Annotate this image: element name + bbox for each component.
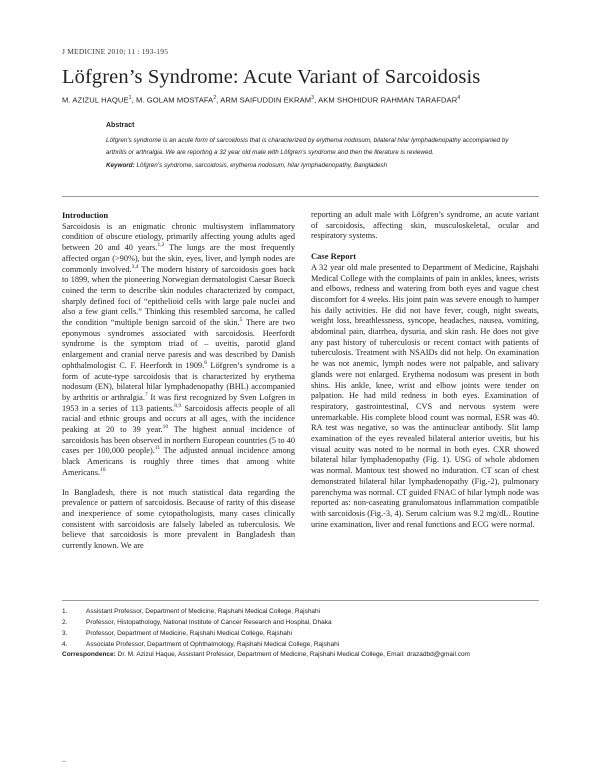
correspondence bbox=[62, 650, 539, 660]
abstract-heading: Abstract bbox=[106, 122, 135, 129]
author-name: AKM SHOHIDUR RAHMAN TARAFDAR bbox=[318, 95, 458, 105]
article-title: Löfgren’s Syndrome: Acute Variant of Sarcoidosis bbox=[62, 66, 481, 88]
page-mark: – bbox=[62, 756, 66, 765]
introduction-paragraph-1: Sarcoidosis is an enigmatic chronic multisystem inflammatory condition of obscure etiology, primarily affecting young adults aged between 20 and 40 years.$^{1,2}$ The lungs are the most frequently affected organ (>90%), but the skin, eyes, liver, and lymph nodes are commonly involved.$^{3,4}$ The modern history of sarcoidosis goes back to 1899, when the pioneering Norwegian dermatologist Caesar Boeck coined the term to describe skin nodules characterized by compact, sharply defined foci of “epithelioid cells with large pale nuclei and also a few giant cells.” Thinking this resembled sarcoma, he called the condition “multiple benign sarcoid of the skin.$^5$ There are two eponymous syndromes associated with sarcoidosis. Heerfordt syndrome is the symptom triad of – uveitis, parotid gland enlargement and cranial nerve paresis and was described by Danish ophthalmologist C. F. Heerfordt in 1909.$^6$ Löfgren’s syndrome is a form of acute-type sarcoidosis that is characterized by erythema nodosum (EN), bilateral hilar lymphadenopathy (BHL) accompanied by arthritis or arthralgia.$^7$ It was first recognized by Sven Lofgren in 1953 in a series of 113 patients.$^{8,9}$ Sarcoidosis affects people of all racial and ethnic groups and occurs at all ages, with the incidence peaking at 20 to 39 year.$^{10}$ The highest annual incidence of sarcoidosis has been observed in northern European countries (5 to 40 cases per 100,000 people).$^{11}$ The adjusted annual incidence among black Americans is roughly three times that among white Americans.$^{10}$ bbox=[62, 221, 296, 477]
keywords-text: Löfgren’s syndrome, sarcoidosis, erythema nodosum, hilar lymphadenopathy, Bangladesh bbox=[136, 161, 388, 169]
case-report-paragraph: A 32 year old male presented to Department of Medicine, Rajshahi Medical College with the complaints of pain in ankles, knees, wrists and elbows, redness and watering from both eyes and vague chest discomfort for 4 weeks. His joint pain was severe enough to hamper his daily activities. He did not have fever, cough, night sweats, weight loss, breathlessness, syncope, headaches, nausea, vomiting, abdominal pain, diarrhea, dysuria, and skin rash. He does not give any past history of tuberculosis or recent contact with patients of tuberculosis. Treatment with NSAIDs did not help. On examination he was not anemic, lymph nodes were not palpable, and salivary glands were not enlarged. Erythema nodosum was present in both shins. His ankle, knee, wrist and elbow joints were tender on palpation. He had mild redness in both eyes. Examination of respiratory, gastrointestinal, CVS and nervous system were unremarkable. His complete blood count was normal, ESR was 40. RA test was negative, so was the antinuclear antibody. Slit lamp examination of the eyes revealed bilateral anterior uveitis, but his visual acuity was noted to be normal in both eyes. CXR showed bilateral hilar lymphadenopathy (Fig. 1). USG of whole abdomen was normal. Mantoux test showed no induration. CT scan of chest demonstrated bilateral hilar lymphadenopathy (Fig.-2), pulmonary parenchyma was normal. CT guided FNAC of hilar lymph node was reported as: non-caseating granulomatous inflammation compatible with sarcoidosis (Fig.-3, 4). Serum calcium was 9.2 mg/dL. Routine urine examination, liver and renal functions and ECG were normal. bbox=[311, 262, 539, 529]
right-column bbox=[311, 210, 539, 530]
keywords bbox=[106, 160, 513, 171]
author-list: M. AZIZUL HAQUE$^1$, M. GOLAM MOSTAFA$^2$, ARM SAIFUDDIN EKRAM$^3$, AKM SHOHIDUR RAHMAN TARAFDAR$^4$ bbox=[62, 95, 461, 105]
running-head: J MEDICINE 2010; 11 : 193-195 bbox=[62, 47, 169, 56]
author-name: M. AZIZUL HAQUE bbox=[62, 95, 129, 105]
correspondence-label: Correspondence: bbox=[62, 651, 116, 658]
correspondence-text: Dr. M. Azizul Haque, Assistant Professor, Department of Medicine, Rajshahi Medical College, Email: drazadbd@gmail.com bbox=[115, 651, 470, 658]
case-report-heading: Case Report bbox=[311, 251, 357, 262]
footnote-item: 3. Professor, Department of Medicine, Rajshahi Medical College, Rajshahi bbox=[62, 630, 292, 637]
author-name: ARM SAIFUDDIN EKRAM bbox=[220, 95, 312, 105]
introduction-paragraph-2: In Bangladesh, there is not much statistical data regarding the prevalence or pattern of sarcoidosis. Because of rarity of this disease and inexperience of some cytopathologists, many cases clinically consistent with sarcoidosis are falsely labeled as tuberculosis. We believe that sarcoidosis is more prevalent in Bangladesh than currently known. We are bbox=[62, 487, 295, 551]
abstract bbox=[106, 120, 513, 171]
author-mark: 3 bbox=[311, 95, 315, 101]
introduction-heading: Introduction bbox=[62, 210, 109, 220]
footnotes bbox=[62, 606, 539, 660]
introduction-paragraph-2-continued: reporting an adult male with Löfgren’s syndrome, an acute variant of sarcoidosis, affecting skin, musculoskeletal, ocular and respiratory systems. bbox=[311, 210, 539, 241]
author-mark: 4 bbox=[457, 95, 461, 101]
abstract-text: Löfgren’s syndrome is an acute form of sarcoidosis that is characterized by erythema nodosum, bilateral hilar lymphadenopathy accompanied by arthritis or arthralgia. We are reporting a 32 year old male with Löfgren’s syndrome and then the literature is reviewed. bbox=[106, 137, 509, 156]
header-divider bbox=[62, 196, 539, 197]
footnote-divider bbox=[62, 600, 539, 601]
keywords-label: Keyword: bbox=[106, 161, 135, 169]
footnote-item: 2. Professor, Histopathology, National Institute of Cancer Research and Hospital, Dhaka bbox=[62, 619, 332, 626]
footnote-item: 1. Assistant Professor, Department of Medicine, Rajshahi Medical College, Rajshahi bbox=[62, 608, 321, 615]
author-mark: 1 bbox=[128, 95, 132, 101]
author-name: M. GOLAM MOSTAFA bbox=[135, 95, 214, 105]
author-mark: 2 bbox=[213, 95, 217, 101]
footnote-item: 4. Associate Professor, Department of Ophthalmology, Rajshahi Medical College, Rajshahi bbox=[62, 641, 340, 648]
left-column bbox=[62, 210, 295, 552]
